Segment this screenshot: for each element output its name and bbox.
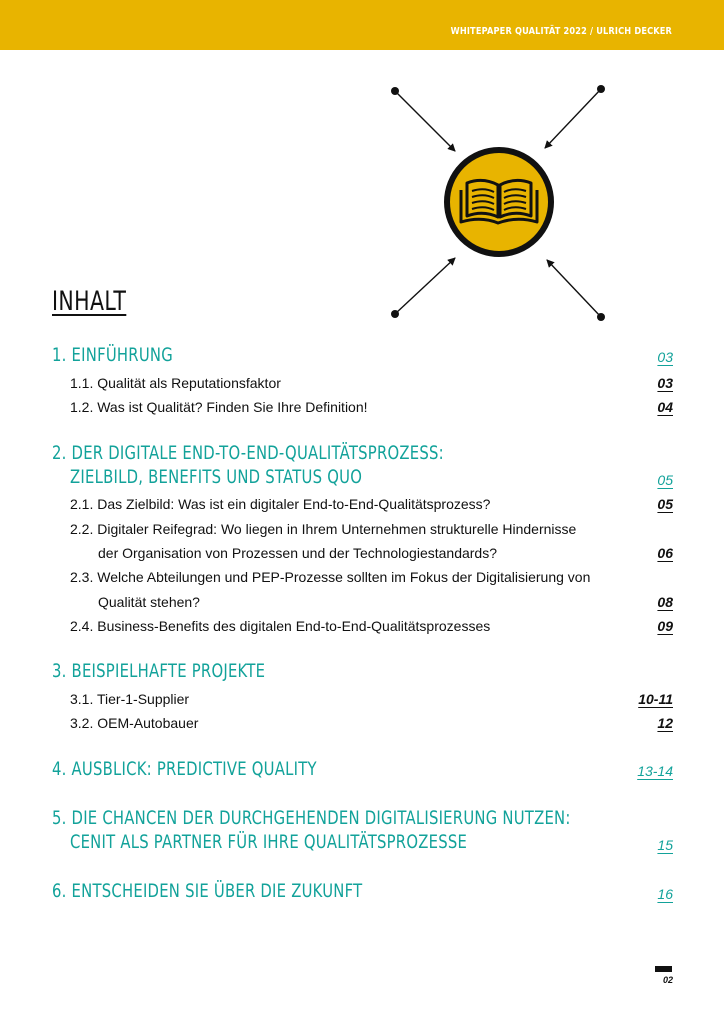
toc-sub-1-1-page[interactable]: 03 xyxy=(657,375,673,391)
toc-sub-2-2-cont[interactable]: der Organisation von Prozessen und der Technologiestandards? xyxy=(98,545,497,561)
toc-section-5-title-cont[interactable]: CENIT ALS PARTNER FÜR IHRE QUALITÄTSPROZESSE xyxy=(70,831,468,853)
toc-sub-2-2-page[interactable]: 06 xyxy=(657,545,673,561)
toc-sub-3-1[interactable]: 3.1. Tier-1-Supplier xyxy=(70,691,190,707)
toc-sub-3-2[interactable]: 3.2. OEM-Autobauer xyxy=(70,715,199,731)
toc-section-4-title[interactable]: 4. AUSBLICK: PREDICTIVE QUALITY xyxy=(52,758,317,780)
toc-section-2-title-cont[interactable]: ZIELBILD, BENEFITS UND STATUS QUO xyxy=(70,466,363,488)
toc-sub-3-2-page[interactable]: 12 xyxy=(657,715,673,731)
arrow-bottom-left xyxy=(391,258,455,318)
toc-sub-2-2[interactable]: 2.2. Digitaler Reifegrad: Wo liegen in Ihrem Unternehmen strukturelle Hindernisse xyxy=(70,521,577,537)
arrow-top-left xyxy=(391,87,455,151)
toc-section-1-page[interactable]: 03 xyxy=(657,349,673,365)
header-title: WHITEPAPER QUALITÄT 2022 / ULRICH DECKER xyxy=(450,26,672,37)
toc-sub-1-2[interactable]: 1.2. Was ist Qualität? Finden Sie Ihre Definition! xyxy=(70,399,368,415)
toc-section-6-title[interactable]: 6. ENTSCHEIDEN SIE ÜBER DIE ZUKUNFT xyxy=(52,880,363,902)
toc-section-6-page[interactable]: 16 xyxy=(657,886,673,902)
toc-sub-2-3-cont[interactable]: Qualität stehen? xyxy=(98,594,200,610)
page-number-marker xyxy=(655,966,672,972)
toc-section-5-title[interactable]: 5. DIE CHANCEN DER DURCHGEHENDEN DIGITALISIERUNG NUTZEN: xyxy=(52,807,571,829)
arrow-bottom-right xyxy=(547,260,605,321)
toc-sub-2-3[interactable]: 2.3. Welche Abteilungen und PEP-Prozesse sollten im Fokus der Digitalisierung von xyxy=(70,569,591,585)
toc-section-4-page[interactable]: 13-14 xyxy=(637,763,673,779)
toc-sub-2-1[interactable]: 2.1. Das Zielbild: Was ist ein digitaler End-to-End-Qualitätsprozess? xyxy=(70,496,491,512)
toc-section-2-title[interactable]: 2. DER DIGITALE END-TO-END-QUALITÄTSPROZESS: xyxy=(52,442,444,464)
open-book-icon xyxy=(447,150,551,254)
toc-sub-2-4-page[interactable]: 09 xyxy=(657,618,673,634)
toc-section-1-title[interactable]: 1. EINFÜHRUNG xyxy=(52,344,173,366)
toc-sub-2-1-page[interactable]: 05 xyxy=(657,496,673,512)
header-bar xyxy=(0,0,724,50)
toc-sub-2-4[interactable]: 2.4. Business-Benefits des digitalen End-to-End-Qualitätsprozesses xyxy=(70,618,491,634)
toc-title: INHALT xyxy=(52,286,127,317)
toc-section-5-page[interactable]: 15 xyxy=(657,837,673,853)
hero-graphic xyxy=(385,80,615,325)
toc-sub-1-1[interactable]: 1.1. Qualität als Reputationsfaktor xyxy=(70,375,281,391)
toc-sub-2-3-page[interactable]: 08 xyxy=(657,594,673,610)
toc-section-3-title[interactable]: 3. BEISPIELHAFTE PROJEKTE xyxy=(52,660,266,682)
toc-section-2-page[interactable]: 05 xyxy=(657,472,673,488)
page-number: 02 xyxy=(662,975,673,985)
arrow-top-right xyxy=(545,85,605,148)
toc-sub-3-1-page[interactable]: 10-11 xyxy=(638,691,673,707)
toc-sub-1-2-page[interactable]: 04 xyxy=(657,399,673,415)
